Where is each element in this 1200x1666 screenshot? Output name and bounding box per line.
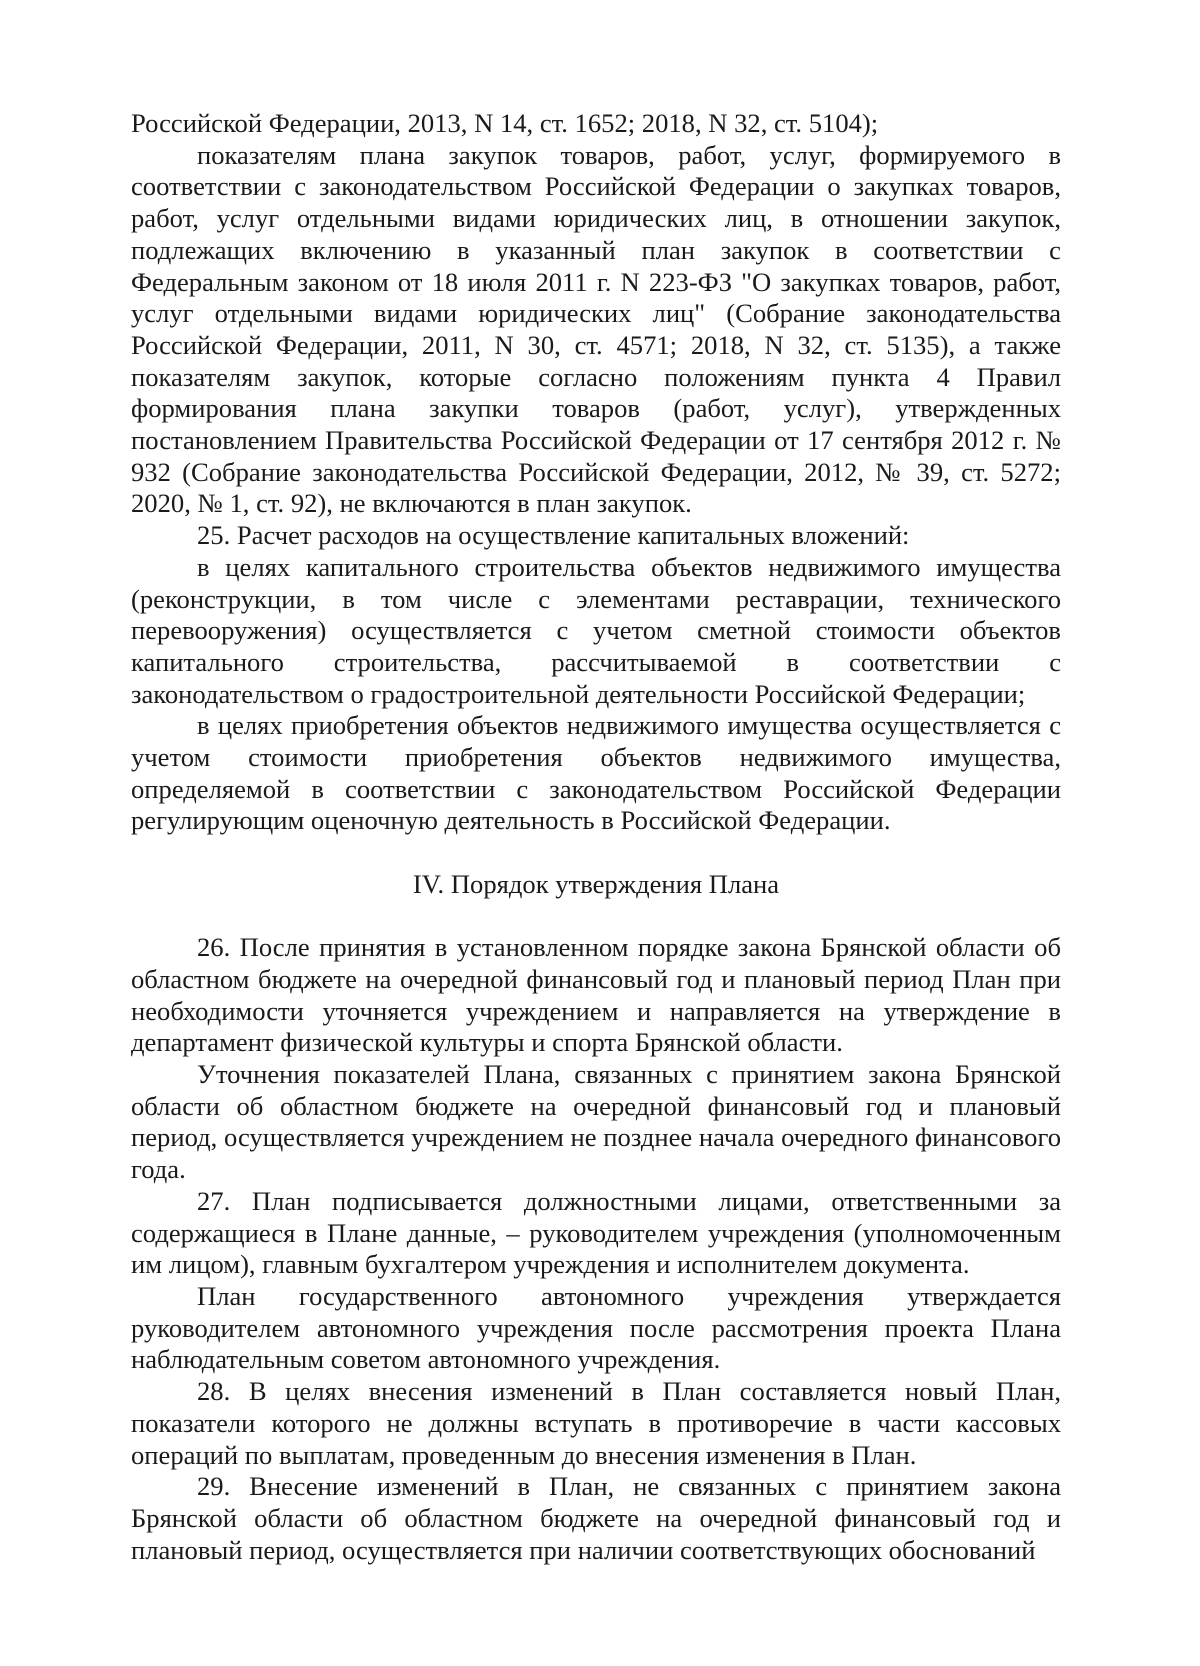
paragraph-item-29: 29. Внесение изменений в План, не связанных с принятием закона Брянской области об областном бюджете на очередной финансовый год и плановый период, осуществляется при наличии соответствующих обоснований <box>131 1471 1061 1565</box>
paragraph-continuation: Российской Федерации, 2013, N 14, ст. 1652; 2018, N 32, ст. 5104); <box>131 108 879 138</box>
paragraph-item-28: 28. В целях внесения изменений в План составляется новый План, показатели которого не должны вступать в противоречие в части кассовых операций по выплатам, проведенным до внесения изменения в План. <box>131 1376 1061 1470</box>
paragraph-item-25: 25. Расчет расходов на осуществление капитальных вложений: <box>197 520 910 551</box>
paragraph-procurement-plan-indicators: показателям плана закупок товаров, работ, услуг, формируемого в соответствии с законодательством Российской Федерации о закупках товаров, работ, услуг отдельными видами юридических лиц, в отношении закупок, подлежащих включению в указанный план закупок в соответствии с Федеральным законом от 18 июля 2011 г. N 223-ФЗ "О закупках товаров, работ, услуг отдельными видами юридических лиц" (Собрание законодательства Российской Федерации, 2011, N 30, ст. 4571; 2018, N 32, ст. 5135), а также показателям закупок, которые согласно положениям пункта 4 Правил формирования плана закупки товаров (работ, услуг), утвержденных постановлением Правительства Российской Федерации от 17 сентября 2012 г. № 932 (Собрание законодательства Российской Федерации, 2012, № 39, ст. 5272; 2020, № 1, ст. 92), не включаются в план закупок. <box>131 139 1061 519</box>
section-heading: IV. Порядок утверждения Плана <box>412 868 780 899</box>
paragraph-item-27: 27. План подписывается должностными лицами, ответственными за содержащиеся в Плане данные, – руководителем учреждения (уполномоченным им лицом), главным бухгалтером учреждения и исполнителем документа. <box>131 1185 1061 1280</box>
document-body <box>131 108 1061 1566</box>
paragraph-real-estate-acquisition: в целях приобретения объектов недвижимого имущества осуществляется с учетом стоимости приобретения объектов недвижимого имущества, определяемой в соответствии с законодательством Российской Федерации регулирующим оценочную деятельность в Российской Федерации. <box>131 710 1061 836</box>
paragraph-item-26: 26. После принятия в установленном порядке закона Брянской области об областном бюджете на очередной финансовый год и плановый период План при необходимости уточняется учреждением и направляется на утверждение в департамент физической культуры и спорта Брянской области. <box>131 932 1061 1058</box>
paragraph-autonomous-institution: План государственного автономного учреждения утверждается руководителем автономного учреждения после рассмотрения проекта Плана наблюдательным советом автономного учреждения. <box>131 1280 1061 1375</box>
paragraph-plan-clarification: Уточнения показателей Плана, связанных с принятием закона Брянской области об областном бюджете на очередной финансовый год и плановый период, осуществляется учреждением не позднее начала очередного финансового года. <box>131 1059 1061 1185</box>
paragraph-capital-construction: в целях капитального строительства объектов недвижимого имущества (реконструкции, в том числе с элементами реставрации, технического перевооружения) осуществляется с учетом сметной стоимости объектов капитального строительства, рассчитываемой в соответствии с законодательством о градостроительной деятельности Российской Федерации; <box>131 551 1061 709</box>
